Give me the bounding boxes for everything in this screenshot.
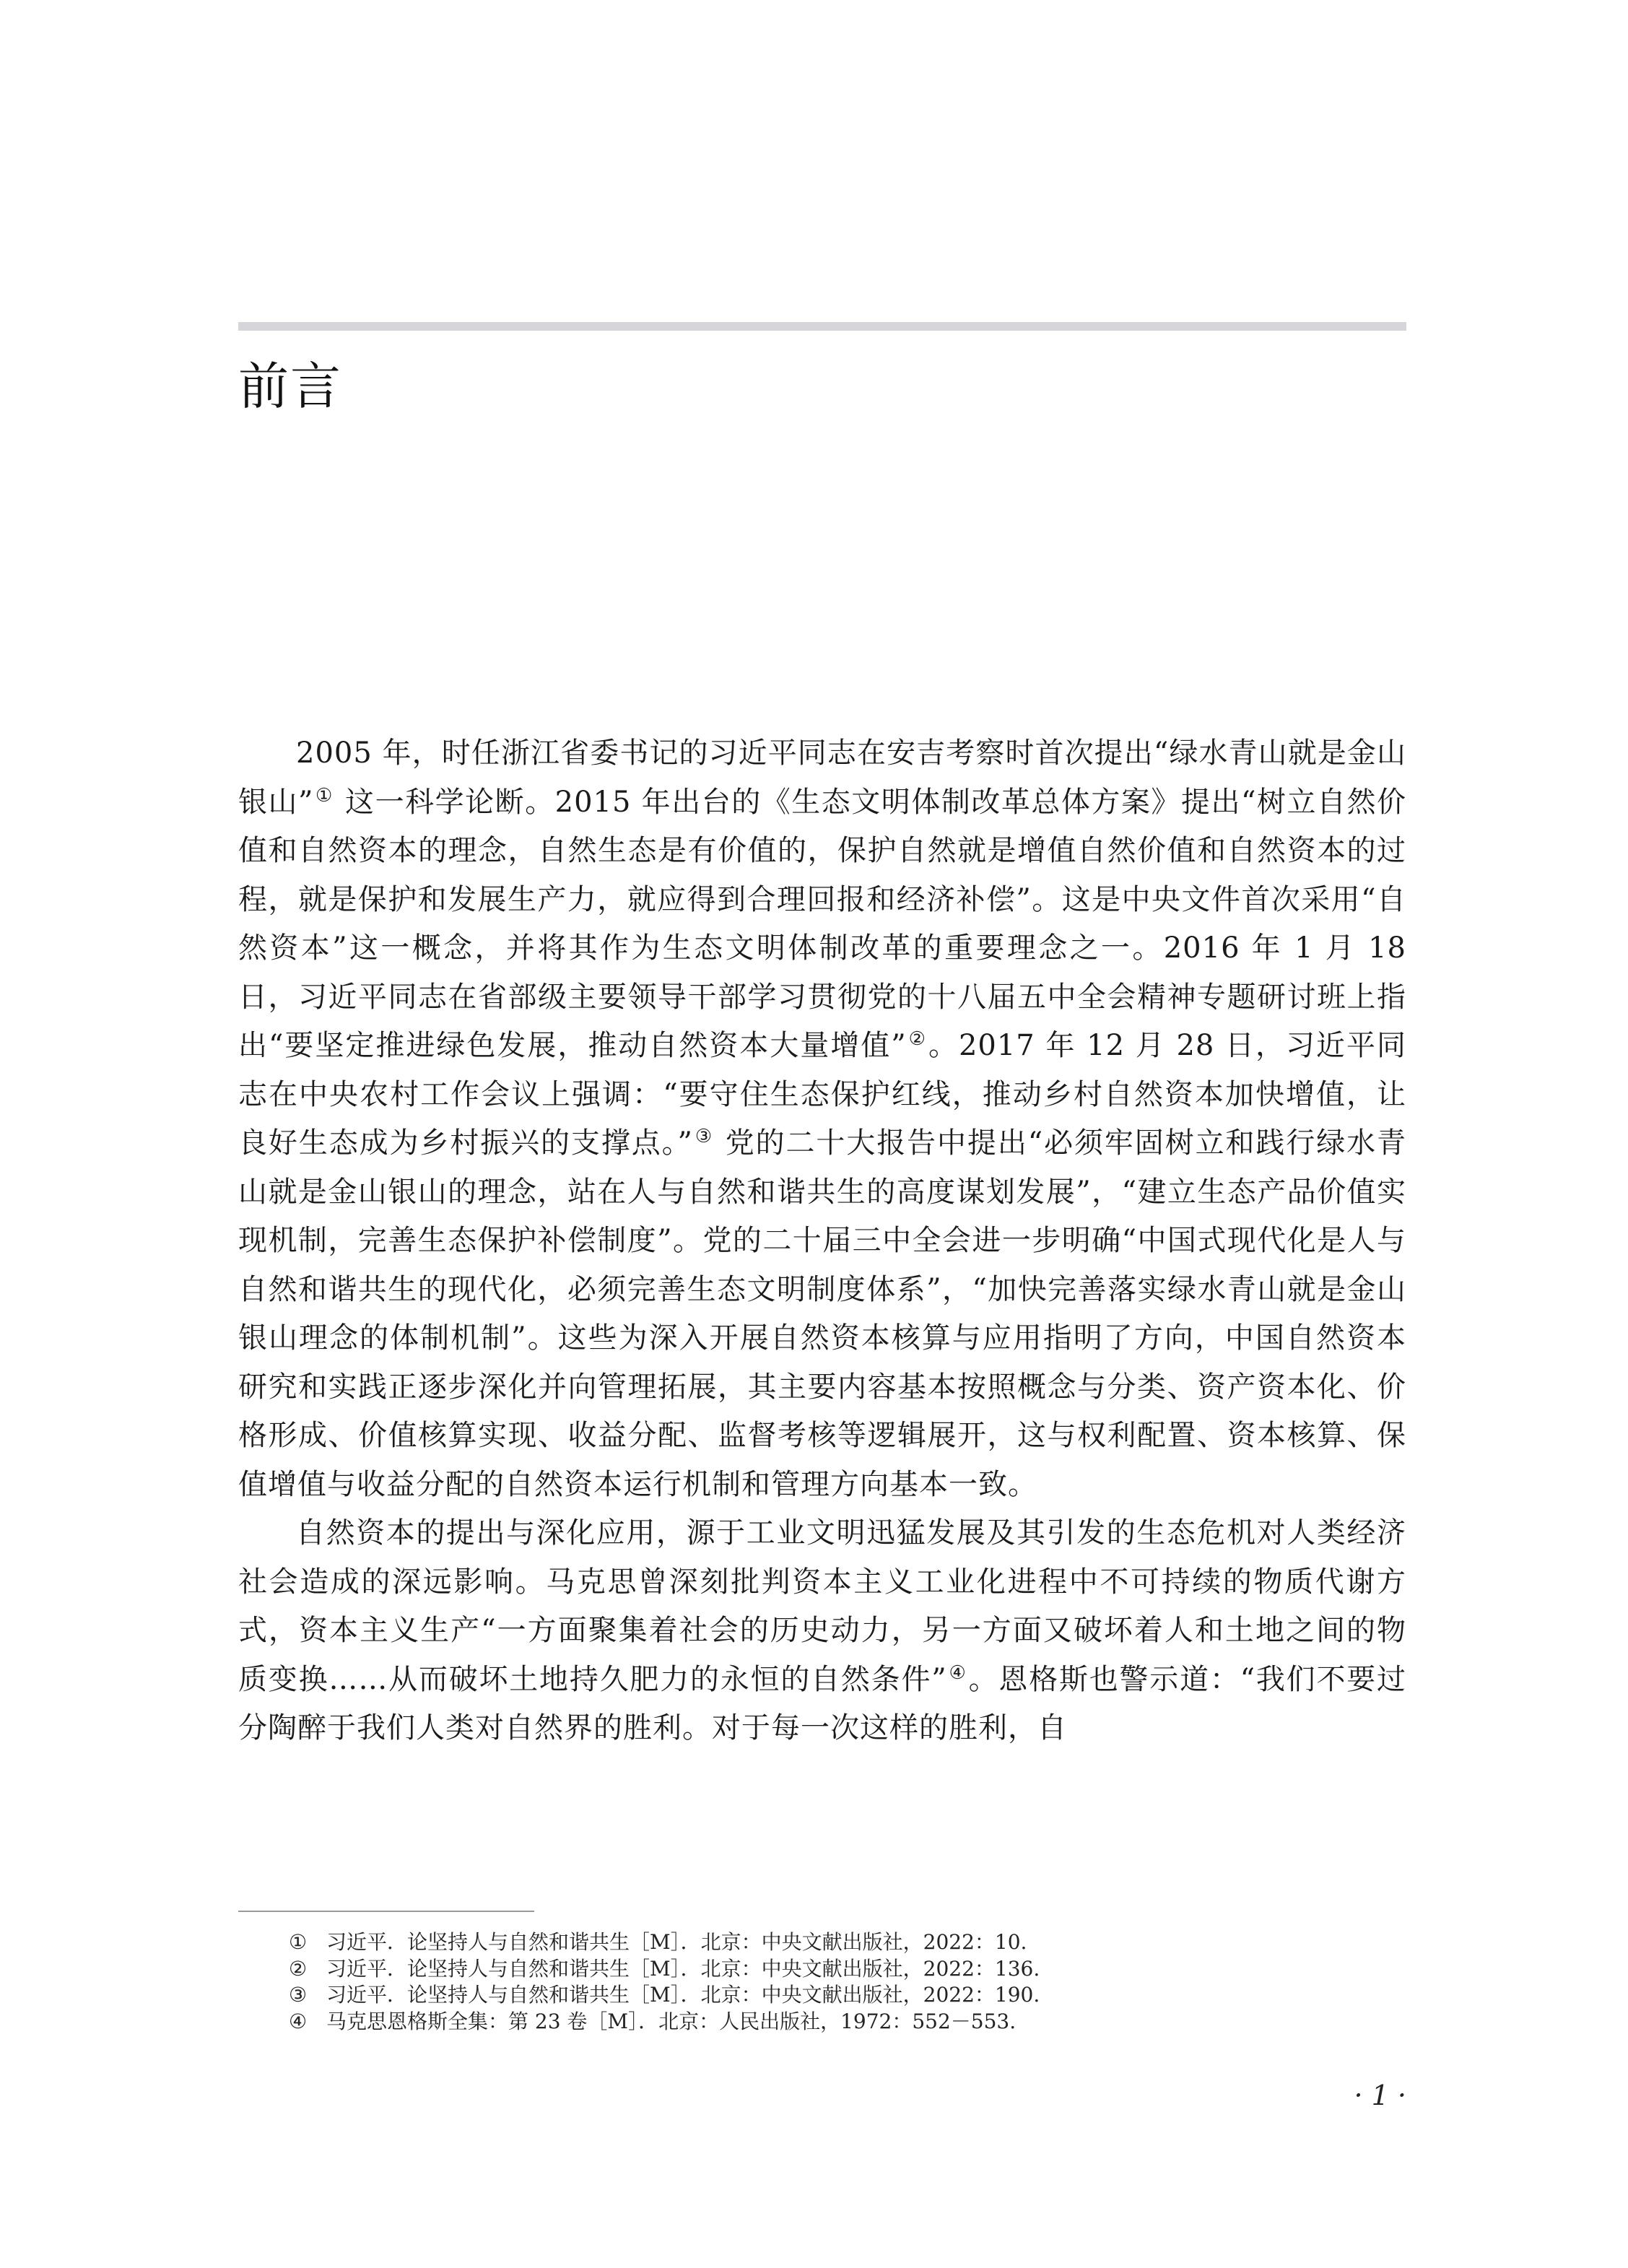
page-number: · 1 · — [1354, 2080, 1406, 2111]
footnote-ref[interactable]: ③ — [694, 1126, 714, 1147]
footnote-item — [289, 1956, 1401, 1983]
footnote-ref[interactable]: ② — [907, 1028, 927, 1050]
footnote-text: 习近平．论坚持人与自然和谐共生［M］．北京：中央文献出版社，2022：190. — [326, 1983, 1040, 2007]
paragraph — [238, 1509, 1406, 1753]
footnote-mark: ① — [289, 1930, 308, 1954]
footnote-item — [289, 1982, 1401, 2009]
footnote-text: 马克思恩格斯全集：第 23 卷［M］．北京：人民出版社，1972：552－553. — [326, 2009, 1017, 2033]
chapter-title: 前言 — [238, 357, 342, 416]
paragraph-text: 。2017 年 12 月 28 日，习近平同志在中央农村工作会议上强调：“要守住生态保护红线，推动乡村自然资本加快增值，让良好生态成为乡村振兴的支撑点。” — [238, 1029, 1406, 1160]
footnote-mark: ③ — [289, 1983, 308, 2007]
footnote-text: 习近平．论坚持人与自然和谐共生［M］．北京：中央文献出版社，2022：136. — [326, 1956, 1040, 1981]
paragraph — [238, 729, 1406, 1509]
footnote-ref[interactable]: ④ — [948, 1661, 967, 1684]
footnote-item — [289, 2009, 1401, 2035]
paragraph-text: 自然资本的提出与深化应用，源于工业文明迅猛发展及其引发的生态危机对人类经济社会造成的深远影响。马克思曾深刻批判资本主义工业化进程中不可持续的物质代谢方式，资本主义生产“一方面聚集着社会的历史动力，另一方面又破坏着人和土地之间的物质变换……从而破坏土地持久肥力的永恒的自然条件” — [238, 1516, 1406, 1696]
chapter-top-rule — [238, 322, 1406, 331]
footnote-item — [289, 1929, 1401, 1956]
footnote-separator — [238, 1911, 534, 1912]
footnote-mark: ② — [289, 1956, 308, 1981]
footnote-mark: ④ — [289, 2009, 308, 2033]
footnote-list — [289, 1929, 1401, 2035]
footnote-ref[interactable]: ① — [315, 784, 334, 807]
paragraph-text: 党的二十大报告中提出“必须牢固树立和践行绿水青山就是金山银山的理念，站在人与自然和谐共生的高度谋划发展”，“建立生态产品价值实现机制，完善生态保护补偿制度”。党的二十届三中全会进一步明确“中国式现代化是人与自然和谐共生的现代化，必须完善生态文明制度体系”，“加快完善落实绿水青山就是金山银山理念的体制机制”。这些为深入开展自然资本核算与应用指明了方向，中国自然资本研究和实践正逐步深化并向管理拓展，其主要内容基本按照概念与分类、资产资本化、价格形成、价值核算实现、收益分配、监督考核等逻辑展开，这与权利配置、资本核算、保值增值与收益分配的自然资本运行机制和管理方向基本一致。 — [238, 1126, 1407, 1501]
paragraph-text: 。恩格斯也警示道：“我们不要过分陶醉于我们人类对自然界的胜利。对于每一次这样的胜利，自 — [238, 1662, 1407, 1745]
paragraph-text: 这一科学论断。2015 年出台的《生态文明体制改革总体方案》提出“树立自然价值和自然资本的理念，自然生态是有价值的，保护自然就是增值自然价值和自然资本的过程，就是保护和发展生产力，就应得到合理回报和经济补偿”。这是中央文件首次采用“自然资本”这一概念，并将其作为生态文明体制改革的重要理念之一。2016 年 1 月 18 日，习近平同志在省部级主要领导干部学习贯彻党的十八届五中全会精神专题研讨班上指出“要坚定推进绿色发展，推动自然资本大量增值” — [238, 785, 1406, 1062]
body-text — [238, 729, 1406, 1753]
footnote-text: 习近平．论坚持人与自然和谐共生［M］．北京：中央文献出版社，2022：10. — [326, 1930, 1027, 1954]
paragraph-text: 2005 年，时任浙江省委书记的习近平同志在安吉考察时首次提出“绿水青山就是金山银山” — [238, 737, 1406, 819]
